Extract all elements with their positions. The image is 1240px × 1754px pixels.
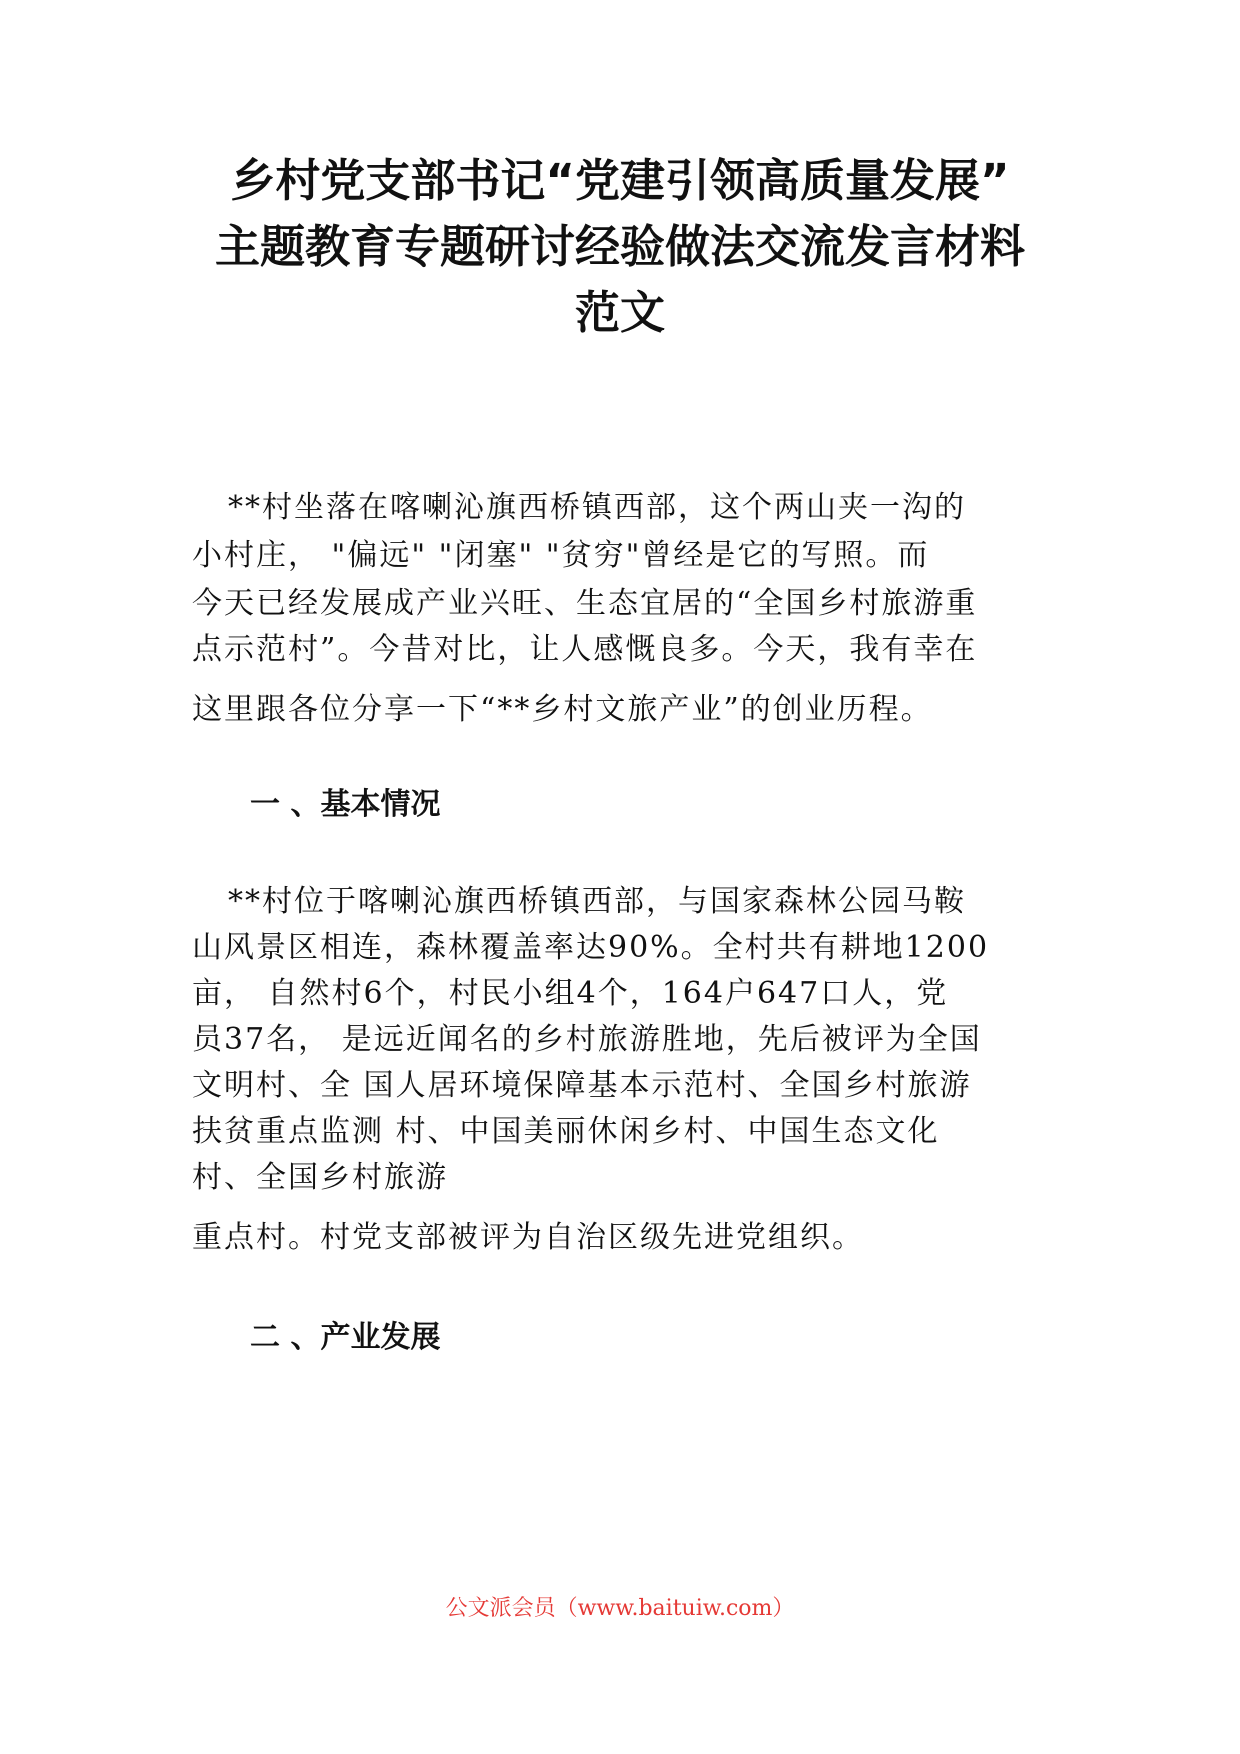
section1-line-8: 重点村。村党支部被评为自治区级先进党组织。 [192, 1220, 864, 1255]
document-title [120, 148, 1120, 346]
section1-line-5: 文明村、全 国人居环境保障基本示范村、全国乡村旅游 [192, 1068, 972, 1103]
section1-line-3: 亩， 自然村6个，村民小组4个，164户647口人，党 [192, 976, 949, 1011]
intro-line-3: 今天已经发展成产业兴旺、生态宜居的“全国乡村旅游重 [192, 586, 978, 621]
intro-line-4: 点示范村”。今昔对比，让人感慨良多。今天，我有幸在 [192, 632, 978, 667]
section1-line-6: 扶贫重点监测 村、中国美丽休闲乡村、中国生态文化 [192, 1114, 940, 1149]
section1-line-7: 村、全国乡村旅游 [192, 1160, 448, 1195]
section1-line-2: 山风景区相连，森林覆盖率达90%。全村共有耕地1200 [192, 930, 990, 965]
section1-line-4: 员37名， 是远近闻名的乡村旅游胜地，先后被评为全国 [192, 1022, 982, 1057]
intro-line-2: 小村庄， "偏远" "闭塞" "贫穷"曾经是它的写照。而 [192, 538, 930, 573]
title-line-2: 主题教育专题研讨经验做法交流发言材料 [214, 220, 1025, 273]
title-line-3: 范文 [574, 286, 665, 339]
title-line-1: 乡村党支部书记“党建引领高质量发展” [230, 154, 1010, 207]
section-heading-industry: 二 、产业发展 [250, 1320, 441, 1355]
footer-watermark-link[interactable]: 公文派会员（www.baituiw.com） [445, 1596, 795, 1621]
section-heading-basic-info: 一 、基本情况 [250, 787, 441, 822]
intro-line-1: **村坐落在喀喇沁旗西桥镇西部，这个两山夹一沟的 [228, 490, 966, 525]
intro-line-5: 这里跟各位分享一下“**乡村文旅产业”的创业历程。 [192, 692, 933, 727]
section1-line-1: **村位于喀喇沁旗西桥镇西部，与国家森林公园马鞍 [228, 884, 966, 919]
